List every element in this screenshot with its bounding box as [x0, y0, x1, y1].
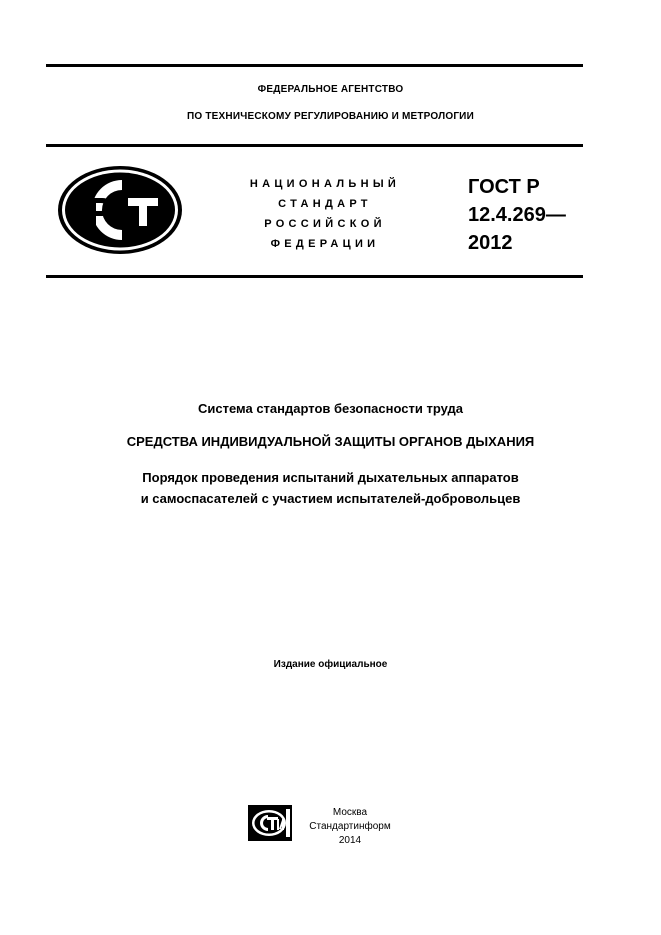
subtitle-line-1: Порядок проведения испытаний дыхательных аппаратов [142, 470, 519, 485]
standartinform-logo-icon [248, 805, 292, 841]
edition-label: Издание официальное [273, 659, 388, 670]
header-bottom-rule [46, 275, 583, 278]
main-title: СРЕДСТВА ИНДИВИДУАЛЬНОЙ ЗАЩИТЫ ОРГАНОВ ДЫХАНИЯ [126, 434, 535, 449]
publisher-city: Москва [332, 807, 368, 818]
national-line-4: ФЕДЕРАЦИИ [270, 238, 380, 250]
top-rule [46, 64, 583, 67]
gost-number [468, 173, 566, 257]
agency-name-line2: ПО ТЕХНИЧЕСКОМУ РЕГУЛИРОВАНИЮ И МЕТРОЛОГИИ [187, 111, 474, 122]
publisher-info [300, 806, 400, 848]
national-standard-caption [222, 174, 428, 254]
gost-number-line-2: 12.4.269— [468, 204, 566, 226]
gost-number-line-1: ГОСТ Р [468, 176, 540, 198]
subtitle-line-2: и самоспасателей с участием испытателей-добровольцев [140, 491, 521, 506]
system-title: Система стандартов безопасности труда [198, 401, 463, 416]
agency-name-line1: ФЕДЕРАЛЬНОЕ АГЕНТСТВО [257, 84, 404, 95]
header-separator-rule [46, 144, 583, 147]
national-line-2: СТАНДАРТ [278, 198, 372, 210]
national-line-3: РОССИЙСКОЙ [264, 218, 386, 230]
publisher-name: Стандартинформ [309, 821, 391, 832]
publisher-year: 2014 [338, 835, 362, 846]
gost-number-line-3: 2012 [468, 232, 513, 254]
national-line-1: НАЦИОНАЛЬНЫЙ [249, 178, 401, 190]
gost-r-logo-icon [56, 164, 184, 256]
